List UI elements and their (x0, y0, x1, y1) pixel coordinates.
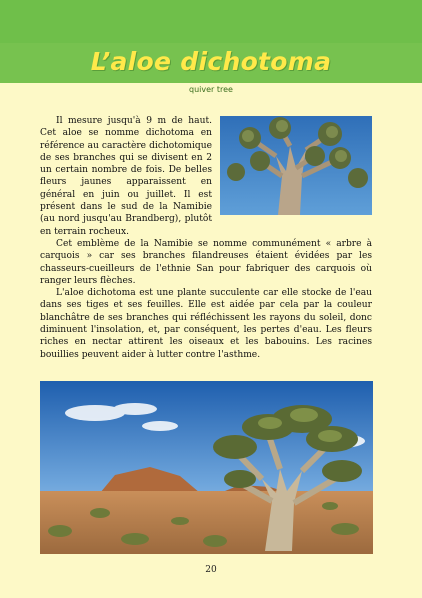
paragraph-1: Il mesure jusqu'à 9 m de haut. Cet aloe se nomme dichotoma en référence au caractère dichotomique de ses branches qui se divisent en 2 un certain nombre de fois. De belles fleurs jaunes apparaissent en général en juin ou juillet. Il est présent dans le sud de la Namibie (au nord jusqu'au Brandberg), plutôt en terrain rocheux. (40, 116, 212, 237)
paragraph-3: L'aloe dichotoma est une plante succulente car elle stocke de l'eau dans ses tiges et ses feuilles. Elle est aidée par cela par la couleur blanchâtre de ses branches qui réfléchissent les rayons du soleil, donc diminuent l'insolation, et, par conséquent, les pertes d'eau. Les fleurs riches en nectar attirent les oiseaux et les babouins. Les racines bouillies peuvent aider à lutter contre l'asthme. (40, 288, 372, 360)
page-title: L’aloe dichotoma (90, 47, 332, 76)
header-band (0, 0, 422, 43)
quiver-tree-photo-small (220, 116, 372, 215)
quiver-tree-landscape-photo (40, 381, 373, 554)
page-number: 20 (205, 565, 217, 575)
article-body (40, 115, 372, 361)
paragraph-2: Cet emblème de la Namibie se nomme communément « arbre à carquois » car ses branches filandreuses étaient évidées par les chasseurs-cueilleurs de l'ethnie San pour fabriquer des carquois où ranger leurs flèches. (40, 238, 372, 286)
page-subtitle: quiver tree (189, 85, 233, 94)
